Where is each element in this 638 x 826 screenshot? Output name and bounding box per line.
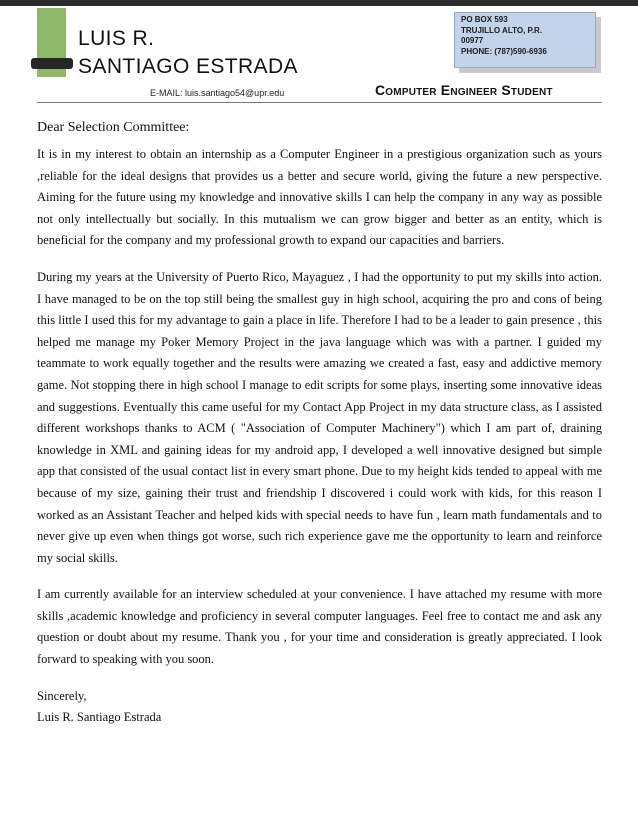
accent-foot	[37, 69, 66, 77]
top-border	[0, 0, 638, 6]
salutation: Dear Selection Committee:	[37, 120, 190, 135]
name-first-line: LUIS R.	[78, 27, 155, 50]
paragraph-availability: I am currently available for an interview scheduled at your convenience. I have attached my resume with more skills ,academic knowledge and proficiency in several computer languages. Feel free to contact me and ask any question or doubt about my resume. Thank you , for your time and consideration is greatly appreciated. I look forward to speaking with you soon.	[37, 587, 602, 667]
address-city: TRUJILLO ALTO, P.R.	[461, 25, 543, 35]
letter-body	[37, 118, 602, 729]
name-last-line: SANTIAGO ESTRADA	[78, 55, 298, 78]
header-rule	[37, 102, 602, 103]
address-po-box: PO BOX 593	[461, 15, 508, 24]
email-line: E-MAIL: luis.santiago54@upr.edu	[150, 88, 285, 98]
accent-bar	[37, 8, 66, 58]
address-box	[454, 12, 596, 68]
role-title: Computer Engineer Student	[375, 82, 553, 98]
accent-tab	[31, 58, 73, 69]
paragraph-intro: It is in my interest to obtain an internship as a Computer Engineer in a prestigious organization such as yours ,reliable for the ideal designs that provides us a better and secure world, giving the future a new perspective. Aiming for the future using my knowledge and innovative skills I can help the company in any way as possible not only intellectually but socially. In this mutualism we can grow bigger and better as an entity, which is beneficial for the company and my professional growth to expand our capacities and barriers.	[37, 147, 602, 248]
address-phone: PHONE: (787)590-6936	[461, 46, 547, 56]
address-zip: 00977	[461, 36, 484, 45]
signature: Luis R. Santiago Estrada	[37, 710, 162, 725]
closing: Sincerely,	[37, 688, 87, 703]
paragraph-experience: During my years at the University of Puerto Rico, Mayaguez , I had the opportunity to put my skills into action. I have managed to be on the top still being the smallest guy in high school, acquiring the pro and cons of being this little I used this for my advantage to gain a place in life. Therefore I had to be a leader to gain presence , this helped me manage my Poker Memory Project in the java language which was with a partner. I guided my teammate to work equally together and the results were amazing we created a fast, easy and addictive memory game. Not stopping there in high school I manage to edit scripts for some plays, inserting some innovative ideas and suggestions. Eventually this came useful for my Contact App Project in my data structure class, as I assisted different workshops thanks to ACM ( "Association of Computer Machinery") which I am part of, draining knowledge in XML and gaining ideas for my android app, I developed a well innovative designed but simple app that consisted of the usual contact list in every smart phone. Due to my height kids tended to appeal with me because of my size, gaining their trust and friendship I discovered i could work with kids, for this reason I worked as an Assistant Teacher and helped kids with special needs to have fun , learn math fundamentals and to never give up even when things got worse, such rich experience gave me the opportunity to learn and reinforce my social skills.	[37, 269, 602, 565]
